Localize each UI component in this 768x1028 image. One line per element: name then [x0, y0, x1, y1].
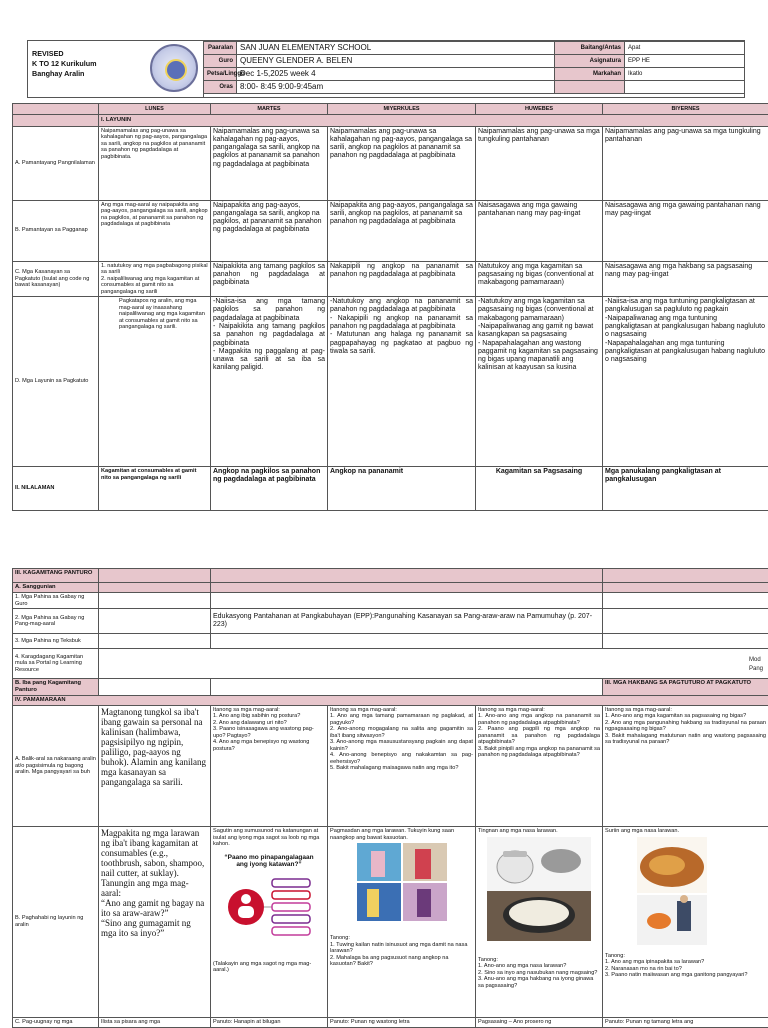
corner-cell	[13, 104, 99, 115]
header-value: Apat	[625, 42, 745, 55]
row-label: 4. Karagdagang Kagamitan mula sa Portal ng Learning Resource	[13, 648, 99, 679]
cell-miyerkules: Panuto: Punan ng wastong letra	[328, 1017, 476, 1027]
header-label: Petsa/Linggo	[204, 68, 237, 81]
cell-miyerkules: Naipapakita ang pag-aayos, pangangalaga sa sarili, angkop na pagkilos, at pananamit sa panahon ng pagdadalaga at pagbibinata	[328, 200, 476, 261]
row-label: D. Mga Layunin sa Pagkatuto	[13, 297, 99, 467]
row-pamantayang-pangnilalaman	[13, 126, 768, 200]
cell-martes: Naipapakita ang pag-aayos, pangangalaga sa sarili, angkop na pagkilos, at pananamit sa panahon ng pagdadalaga at pagbibinata	[211, 200, 328, 261]
revised-title	[32, 49, 97, 79]
row-label: B. Pamantayan sa Pagganap	[13, 200, 99, 261]
cell-lunes: Ang mga mag-aaral ay naipapakita ang pag-aayos, pangangalaga sa sarili, angkop na pagkilos, at pananamit sa panahon ng pagdadalaga at pagbibinata	[99, 200, 211, 261]
section-heading: IV. PAMAMARAAN	[13, 695, 768, 705]
deped-seal-logo	[150, 44, 198, 92]
header-label: Guro	[204, 55, 237, 68]
cell-huwebes: Naipamamalas ang pag-unawa sa mga tungkuling pantahanan	[476, 126, 603, 200]
banghay-line: Banghay Aralin	[32, 69, 97, 79]
cell-biyernes: Naipamamalas ang pag-unawa sa mga tungkuling pantahanan	[603, 126, 768, 200]
cell-lunes: Pagkatapos ng aralin, ang mga mag-aaral ay inaasahang naipaliliwanag ang mga kagamitan at consumables at gamit nito sa pangangalaga ng sarili.	[99, 297, 211, 467]
cell-miyerkules: Nakapipili ng angkop na pananamit sa panahon ng pagdadalaga at pagbibinata	[328, 261, 476, 297]
question-title: “Paano mo pinapangalagaan ang iyong katawan?”	[221, 854, 317, 869]
cell-biyernes: Mga panukalang pangkaligtasan at pangkalusugan	[603, 467, 768, 511]
cell-miyerkules: -Natutukoy ang angkop na pananamit sa panahon ng pagdadalaga at pagbibinata - Nakapipili ng angkop na pananamit sa panahon ng pagdadalaga at pagbibinata - Matutunan ang halaga ng pananamit sa pagpapahayag ng pagkatao at pagbuo ng tiwala sa sarili.	[328, 297, 476, 467]
cell-lunes: Kagamitan at consumables at gamit nito sa pangangalaga ng sarili	[99, 467, 211, 511]
cell-lunes: Naipamamalas ang pag-unawa sa kahalagahan ng pag-aayos, pangangalaga sa sarili, angkop na pagkilos at pananamit sa panahon ng pagdadalaga at pagbibinata.	[99, 126, 211, 200]
blank-cell	[603, 634, 768, 648]
blank-cell	[603, 609, 768, 634]
row-gabay-mag-aaral	[13, 609, 768, 634]
procedures-table	[12, 568, 768, 1028]
day-header-martes: MARTES	[211, 104, 328, 115]
cell-martes: Naipakikita ang tamang pagkilos sa panahon ng pagdadalaga at pagbibinata	[211, 261, 328, 297]
cut-off-text: Mod	[749, 656, 761, 664]
cell-martes: Naipamamalas ang pag-unawa sa kahalagahan ng pag-aayos, pangangalaga sa sarili, angkop na pagkilos at pananamit sa panahon ng pagdadalaga at pagbibinata	[211, 126, 328, 200]
header-label: Asignatura	[555, 55, 625, 68]
questions: Tanong: 1. Ano ang mga ipinapakita sa larawan? 2. Naranasan mo na rin bai to? 3. Paano natin maiiwasan ang mga ganitong pangyayari?	[605, 953, 766, 979]
kurikulum-line: K TO 12 Kurikulum	[32, 59, 97, 69]
row-teksbuk	[13, 634, 768, 648]
cell-huwebes: Kagamitan sa Pagsasaing	[476, 467, 603, 511]
blank-cell	[603, 569, 768, 583]
instruction-text: Sagutin ang sumusunod na katanungan at isulat ang iyong mga sagot sa loob ng mga kahon.	[213, 828, 325, 848]
row-label: B. Paghahabi ng layunin ng aralin	[13, 827, 99, 1017]
instruction-text: Suriin ang mga nasa larawan.	[605, 828, 766, 835]
days-row	[13, 104, 768, 115]
header-label: Paaralan	[204, 42, 237, 55]
discussion-note: (Talakayin ang mga sagot ng mga mag-aaral.)	[213, 961, 325, 974]
header-value: Dec 1-5,2025 week 4	[237, 68, 555, 81]
cell-huwebes: Itanong sa mga mag-aaral: 1. Ano-ano ang mga angkop na pananamit sa panahon ng pagdadalaga atpagbibinata? 2. Paano ang pagpili ng mga angkop na pananamit sa panahon ng pagdadalaga atpagbibinata? 3. Bakit pinipili ang mga angkop na pananamit sa panahon ng pagdadalaga atpagbibinata?	[476, 705, 603, 826]
row-label: A. Balik-aral sa nakaraang aralin at/o pagsisimula ng bagong aralin. Mga pangyayari sa buh	[13, 705, 99, 826]
cut-off-text: Pang	[749, 665, 763, 673]
cell-martes: -Naiisa-isa ang mga tamang pagkilos sa panahon ng pagdadalaga at pagbibinata - Naipakikita ang tamang pagkilos sa panahon ng pagdadalaga at pagbibinata - Magpakita ng paggalang at pag-unawa sa sarili at sa iba sa kanilang paligid.	[211, 297, 328, 467]
row-kagamitang-panturo	[13, 569, 768, 583]
section-heading: A. Sanggunian	[13, 583, 99, 593]
cell-biyernes: Panuto: Punan ng tamang letra ang	[603, 1017, 768, 1027]
cell-huwebes: Natutukoy ang mga kagamitan sa pagsasaing ng bigas (conventional at makabagong pamamaraan)	[476, 261, 603, 297]
cell-biyernes: Naisasagawa ang mga gawaing pantahanan nang may pag-iingat	[603, 200, 768, 261]
header-row	[204, 81, 745, 94]
cell-huwebes: -Natutukoy ang mga kagamitan sa pagsasaing ng bigas (conventional at makabagong pamamaraan) -Naipapaliwanag ang gamit ng bawat kasangkapan sa pagsasaing - Napapahalagahan ang wastong paggamit ng kagamitan sa pagsasaing ng bigas upang mapanatili ang kalinisan at kaayusan sa kusina	[476, 297, 603, 467]
blank-cell	[211, 679, 603, 695]
row-nilalaman	[13, 467, 768, 511]
row-label: C. Mga Kasanayan sa Pagkatuto (Isulat ang code ng bawat kasanayan)	[13, 261, 99, 297]
header-value: EPP HE	[625, 55, 745, 68]
objectives-table	[12, 103, 768, 511]
row-portal	[13, 648, 768, 679]
burnt-food-photo-image	[637, 837, 707, 893]
blank-cell	[211, 583, 603, 593]
cell-lunes: Ilista sa pisara ang mga	[99, 1017, 211, 1027]
day-header-miyerkules: MIYERKULES	[328, 104, 476, 115]
kitchen-accident-photo-image	[637, 895, 707, 945]
header-title-block	[28, 41, 204, 97]
row-pamantayan-sa-pagganap	[13, 200, 768, 261]
blank-cell	[99, 593, 211, 609]
row-label: C. Pag-uugnay ng mga	[13, 1017, 99, 1027]
blank-cell	[99, 648, 768, 679]
cell-biyernes: -Naiisa-isa ang mga tuntuning pangkaligtasan at pangkalusugan sa pagluluto ng pagkain -Naipapaliwanag ang mga tuntuning pangkaligtasan at pangkalusugan habang nagluluto o nagsasaing -Napapahalagahan ang mga tuntuning pangkaligtasan at pangkalusugan habang nagluluto o nagsasaing	[603, 297, 768, 467]
header-value: Ikatlo	[625, 68, 745, 81]
questions: Tanong: 1. Ano-ano ang mga nasa larawan? 2. Sino sa inyo ang nasubukan nang magsaing? 3. Anu-ano ang mga hakbang na iyong ginawa sa pagsasaing?	[478, 957, 600, 990]
header-value: 8:00- 8:45 9:00-9:45am	[237, 81, 555, 94]
body-care-diagram-image	[224, 875, 314, 939]
row-label: 3. Mga Pahina ng Teksbuk	[13, 634, 99, 648]
lesson-plan-header	[27, 40, 745, 98]
layunin-blank	[13, 115, 99, 126]
cell-huwebes	[476, 827, 603, 1017]
header-value: SAN JUAN ELEMENTARY SCHOOL	[237, 42, 555, 55]
blank-cell	[99, 583, 211, 593]
header-label	[555, 81, 625, 94]
day-header-huwebes: HUWEBES	[476, 104, 603, 115]
blank-cell	[99, 679, 211, 695]
row-pamamaraan	[13, 695, 768, 705]
header-row	[204, 68, 745, 81]
cell-miyerkules: Naipamamalas ang pag-unawa sa kahalagahan ng pag-aayos, pangangalaga sa sarili, angkop na pagkilos at pananamit sa panahon ng pagdadalaga at pagbibinata	[328, 126, 476, 200]
header-label: Baitang/Antas	[555, 42, 625, 55]
clothing-photos-image	[357, 843, 447, 921]
blank-cell	[211, 569, 603, 583]
blank-cell	[99, 569, 211, 583]
row-label: 1. Mga Pahina sa Gabay ng Guro	[13, 593, 99, 609]
cell-biyernes: Naisasagawa ang mga hakbang sa pagsasaing nang may pag-iingat	[603, 261, 768, 297]
blank-cell	[603, 583, 768, 593]
header-label: Oras	[204, 81, 237, 94]
layunin-row	[13, 115, 768, 126]
revised-line: REVISED	[32, 49, 97, 59]
blank-cell	[211, 634, 603, 648]
row-gabay-guro	[13, 593, 768, 609]
cell-lunes: Magtanong tungkol sa iba't ibang gawain sa personal na kalinisan (halimbawa, pagsisipilyo ng ngipin, paliligo, pag-aayos ng buhok). Alamin ang kanilang mga kasanayan sa pangangalaga sa sarili.	[99, 705, 211, 826]
cell-biyernes: Itanong sa mga mag-aaral: 1. Ano-ano ang mga kagamitan sa pagsasaing ng bigas? 2. Ano ang mga pangunahing hakbang sa tradisyunal na paraan ngpagsasaing ng bigas? 3. Bakit mahalagang matutunan natin ang wastong pagsasaing sa tradisyunal na paraan?	[603, 705, 768, 826]
header-label: Markahan	[555, 68, 625, 81]
section-heading: B. Iba pang Kagamitang Panturo	[13, 679, 99, 695]
layunin-heading: I. LAYUNIN	[99, 115, 768, 126]
row-layunin-sa-pagkatuto	[13, 297, 768, 467]
row-kasanayan-sa-pagkatuto	[13, 261, 768, 297]
row-paghahabi	[13, 827, 768, 1017]
cell-biyernes	[603, 827, 768, 1017]
row-iba-pang-kagamitan	[13, 679, 768, 695]
cell-miyerkules	[328, 827, 476, 1017]
row-label: A. Pamantayang Pangnilalaman	[13, 126, 99, 200]
day-header-lunes: LUNES	[99, 104, 211, 115]
cell-martes	[211, 827, 328, 1017]
section-heading: III. KAGAMITANG PANTURO	[13, 569, 99, 583]
header-info-table	[203, 41, 745, 94]
reference-text: Edukasyong Pantahanan at Pangkabuhayan (EPP):Pangunahing Kasanayan sa Pang-araw-araw na Pamumuhay (p. 207-223)	[211, 609, 603, 634]
header-value	[625, 81, 745, 94]
cell-martes: Panuto: Hanapin at bilugan	[211, 1017, 328, 1027]
row-sanggunian	[13, 583, 768, 593]
row-pag-uugnay	[13, 1017, 768, 1027]
cell-miyerkules: Itanong sa mga mag-aaral: 1. Ano ang mga tamang pamamaraan ng paglakad, at pagyuko? 2. Ano-anong mogagalang na salita ang gagamitin sa iba't ibang sitwasyon? 3. Ano-anong mga masusustansyang pagkain ang dapat kainin? 4. Ano-anong benepisyo ang nakakamtan sa pag-eehersisyo? 5. Bakit mahalagang maisagawa natin ang mga ito?	[328, 705, 476, 826]
header-row	[204, 42, 745, 55]
cell-miyerkules: Angkop na pananamit	[328, 467, 476, 511]
cell-huwebes: Pagsasaing – Ano prosero ng	[476, 1017, 603, 1027]
row-label: II. NILALAMAN	[13, 467, 99, 511]
day-header-biyernes: BIYERNES	[603, 104, 768, 115]
row-label: 2. Mga Pahina sa Gabay ng Pang-mag-aaral	[13, 609, 99, 634]
cell-martes: Angkop na pagkilos sa panahon ng pagdadalaga at pagbibinata	[211, 467, 328, 511]
rice-cooking-photos-image	[487, 837, 591, 941]
cell-martes: Itanong sa mga mag-aaral: 1. Ano ang ibig sabihin ng postura? 2. Ano ang dalawang uri nito? 3. Paano isinasagawa ang wastong pag-upo? Pagtayo? 4. Ano ang mga benepisyo ng wastong postura?	[211, 705, 328, 826]
blank-cell	[603, 593, 768, 609]
cell-lunes: 1. natutukoy ang mga pagbabagong pisikal sa sarili 2. naipaliliwanag ang mga kagamitan at consumables at gamit nito sa pangangalaga ng sarili	[99, 261, 211, 297]
section-heading: III. MGA HAKBANG SA PAGTUTURO AT PAGKATUTO	[603, 679, 768, 695]
cell-huwebes: Naisasagawa ang mga gawaing pantahanan nang may pag-iingat	[476, 200, 603, 261]
header-row	[204, 55, 745, 68]
blank-cell	[99, 634, 211, 648]
cell-lunes: Magpakita ng mga larawan ng iba't ibang kagamitan at consumables (e.g., toothbrush, sabon, shampoo, nail cutter, at suklay). Tanungin ang mga mag-aaral: “Ano ang gamit ng bagay na ito sa araw-araw?” “Sino ang gumagamit ng mga ito sa inyo?”	[99, 827, 211, 1017]
instruction-text: Pagmasdan ang mga larawan. Tukuyin kung saan naangkop ang bawat kasuotan.	[330, 828, 473, 841]
blank-cell	[99, 609, 211, 634]
blank-cell	[211, 593, 603, 609]
instruction-text: Tingnan ang mga nasa larawan.	[478, 828, 600, 835]
row-balik-aral	[13, 705, 768, 826]
questions: Tanong: 1. Tuwing kailan natin isinusuot ang mga damit na nasa larawan? 2. Mahalaga ba ang pagsusuot nang angkop na kasuotan? Bakit?	[330, 935, 473, 968]
header-value: QUEENY GLENDER A. BELEN	[237, 55, 555, 68]
